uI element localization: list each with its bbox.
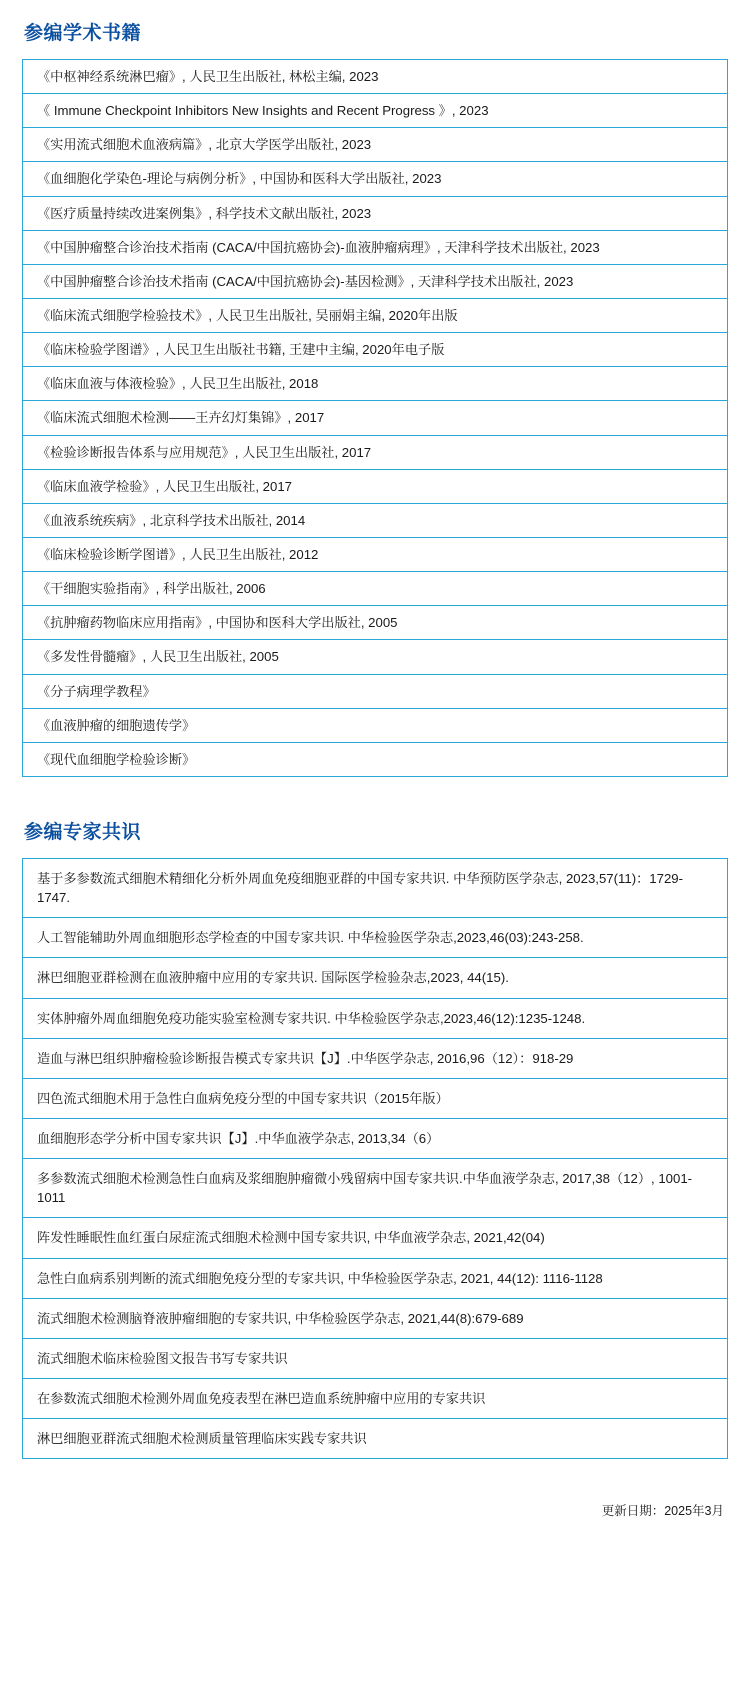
table-row (23, 162, 728, 196)
table-row (23, 1038, 728, 1078)
table-row (23, 918, 728, 958)
book-entry: 《检验诊断报告体系与应用规范》, 人民卫生出版社, 2017 (37, 444, 372, 460)
book-entry: 《 Immune Checkpoint Inhibitors New Insights and Recent Progress 》, 2023 (37, 103, 489, 119)
table-row (23, 1378, 728, 1418)
consensus-table-body (23, 858, 728, 1458)
book-entry: 《临床流式细胞学检验技术》, 人民卫生出版社, 吴丽娟主编, 2020年出版 (37, 307, 458, 323)
table-row (23, 708, 728, 742)
table-row (23, 230, 728, 264)
book-entry: 《抗肿瘤药物临床应用指南》, 中国协和医科大学出版社, 2005 (37, 615, 398, 631)
table-row (23, 264, 728, 298)
table-row (23, 128, 728, 162)
table-row (23, 1338, 728, 1378)
table-row (23, 640, 728, 674)
book-entry: 《临床血液与体液检验》, 人民卫生出版社, 2018 (37, 376, 319, 392)
book-entry: 《血液系统疾病》, 北京科学技术出版社, 2014 (37, 512, 306, 528)
consensus-entry: 人工智能辅助外周血细胞形态学检查的中国专家共识. 中华检验医学杂志,2023,46(03):243-258. (37, 930, 584, 946)
table-row (23, 1118, 728, 1158)
book-entry: 《实用流式细胞术血液病篇》, 北京大学医学出版社, 2023 (37, 137, 372, 153)
book-entry: 《现代血细胞学检验诊断》 (37, 751, 196, 767)
table-row (23, 503, 728, 537)
table-row (23, 367, 728, 401)
book-entry: 《临床检验学图谱》, 人民卫生出版社书籍, 王建中主编, 2020年电子版 (37, 342, 445, 358)
table-row (23, 674, 728, 708)
table-row (23, 435, 728, 469)
books-table (22, 59, 728, 777)
consensus-entry: 多参数流式细胞术检测急性白血病及浆细胞肿瘤微小残留病中国专家共识.中华血液学杂志, 2017,38（12）, 1001-1011 (37, 1171, 693, 1206)
table-row (23, 1159, 728, 1218)
book-entry: 《临床检验诊断学图谱》, 人民卫生出版社, 2012 (37, 546, 319, 562)
book-entry: 《中国肿瘤整合诊治技术指南 (CACA/中国抗癌协会)-基因检测》, 天津科学技术出版社, 2023 (37, 273, 574, 289)
book-entry: 《血细胞化学染色-理论与病例分析》, 中国协和医科大学出版社, 2023 (37, 171, 442, 187)
consensus-entry: 四色流式细胞术用于急性白血病免疫分型的中国专家共识（2015年版） (37, 1090, 449, 1106)
table-row (23, 858, 728, 917)
book-entry: 《临床流式细胞术检测——王卉幻灯集锦》, 2017 (37, 410, 325, 426)
table-row (23, 298, 728, 332)
consensus-entry: 淋巴细胞亚群检测在血液肿瘤中应用的专家共识. 国际医学检验杂志,2023, 44(15). (37, 970, 509, 986)
book-entry: 《血液肿瘤的细胞遗传学》 (37, 717, 196, 733)
table-row (23, 958, 728, 998)
table-row (23, 469, 728, 503)
consensus-entry: 淋巴细胞亚群流式细胞术检测质量管理临床实践专家共识 (37, 1431, 367, 1447)
table-row (23, 572, 728, 606)
table-row (23, 401, 728, 435)
book-entry: 《分子病理学教程》 (37, 683, 156, 699)
table-row (23, 94, 728, 128)
table-row (23, 1419, 728, 1459)
table-row (23, 742, 728, 776)
consensus-entry: 阵发性睡眠性血红蛋白尿症流式细胞术检测中国专家共识, 中华血液学杂志, 2021,42(04) (37, 1230, 545, 1246)
table-row (23, 1258, 728, 1298)
table-row (23, 1078, 728, 1118)
table-row (23, 606, 728, 640)
consensus-entry: 急性白血病系别判断的流式细胞免疫分型的专家共识, 中华检验医学杂志, 2021, 44(12): 1116-1128 (37, 1270, 603, 1286)
book-entry: 《干细胞实验指南》, 科学出版社, 2006 (37, 581, 266, 597)
table-row (23, 537, 728, 571)
table-row (23, 998, 728, 1038)
consensus-entry: 基于多参数流式细胞术精细化分析外周血免疫细胞亚群的中国专家共识. 中华预防医学杂志, 2023,57(11)：1729-1747. (37, 870, 684, 906)
section-title-consensus: 参编专家共识 (24, 821, 142, 843)
consensus-entry: 造血与淋巴组织肿瘤检验诊断报告模式专家共识【J】.中华医学杂志, 2016,96（12）：918-29 (37, 1050, 574, 1066)
books-table-body (23, 60, 728, 777)
consensus-entry: 流式细胞术临床检验图文报告书写专家共识 (37, 1350, 288, 1366)
consensus-table (22, 858, 728, 1459)
book-entry: 《医疗质量持续改进案例集》, 科学技术文献出版社, 2023 (37, 205, 372, 221)
consensus-entry: 在参数流式细胞术检测外周血免疫表型在淋巴造血系统肿瘤中应用的专家共识 (37, 1390, 486, 1406)
table-row (23, 1218, 728, 1258)
table-row (23, 1298, 728, 1338)
book-entry: 《多发性骨髓瘤》, 人民卫生出版社, 2005 (37, 649, 279, 665)
consensus-entry: 血细胞形态学分析中国专家共识【J】.中华血液学杂志, 2013,34（6） (37, 1130, 440, 1146)
section-title-books: 参编学术书籍 (24, 23, 142, 44)
table-row (23, 333, 728, 367)
consensus-entry: 流式细胞术检测脑脊液肿瘤细胞的专家共识, 中华检验医学杂志, 2021,44(8):679-689 (37, 1310, 524, 1326)
book-entry: 《中国肿瘤整合诊治技术指南 (CACA/中国抗癌协会)-血液肿瘤病理》, 天津科学技术出版社, 2023 (37, 239, 600, 255)
table-row (23, 60, 728, 94)
table-row (23, 196, 728, 230)
consensus-entry: 实体肿瘤外周血细胞免疫功能实验室检测专家共识. 中华检验医学杂志,2023,46(12):1235-1248. (37, 1010, 586, 1026)
book-entry: 《临床血液学检验》, 人民卫生出版社, 2017 (37, 478, 292, 494)
book-entry: 《中枢神经系统淋巴瘤》, 人民卫生出版社, 林松主编, 2023 (37, 69, 379, 84)
update-date: 更新日期：2025年3月 (601, 1504, 724, 1519)
